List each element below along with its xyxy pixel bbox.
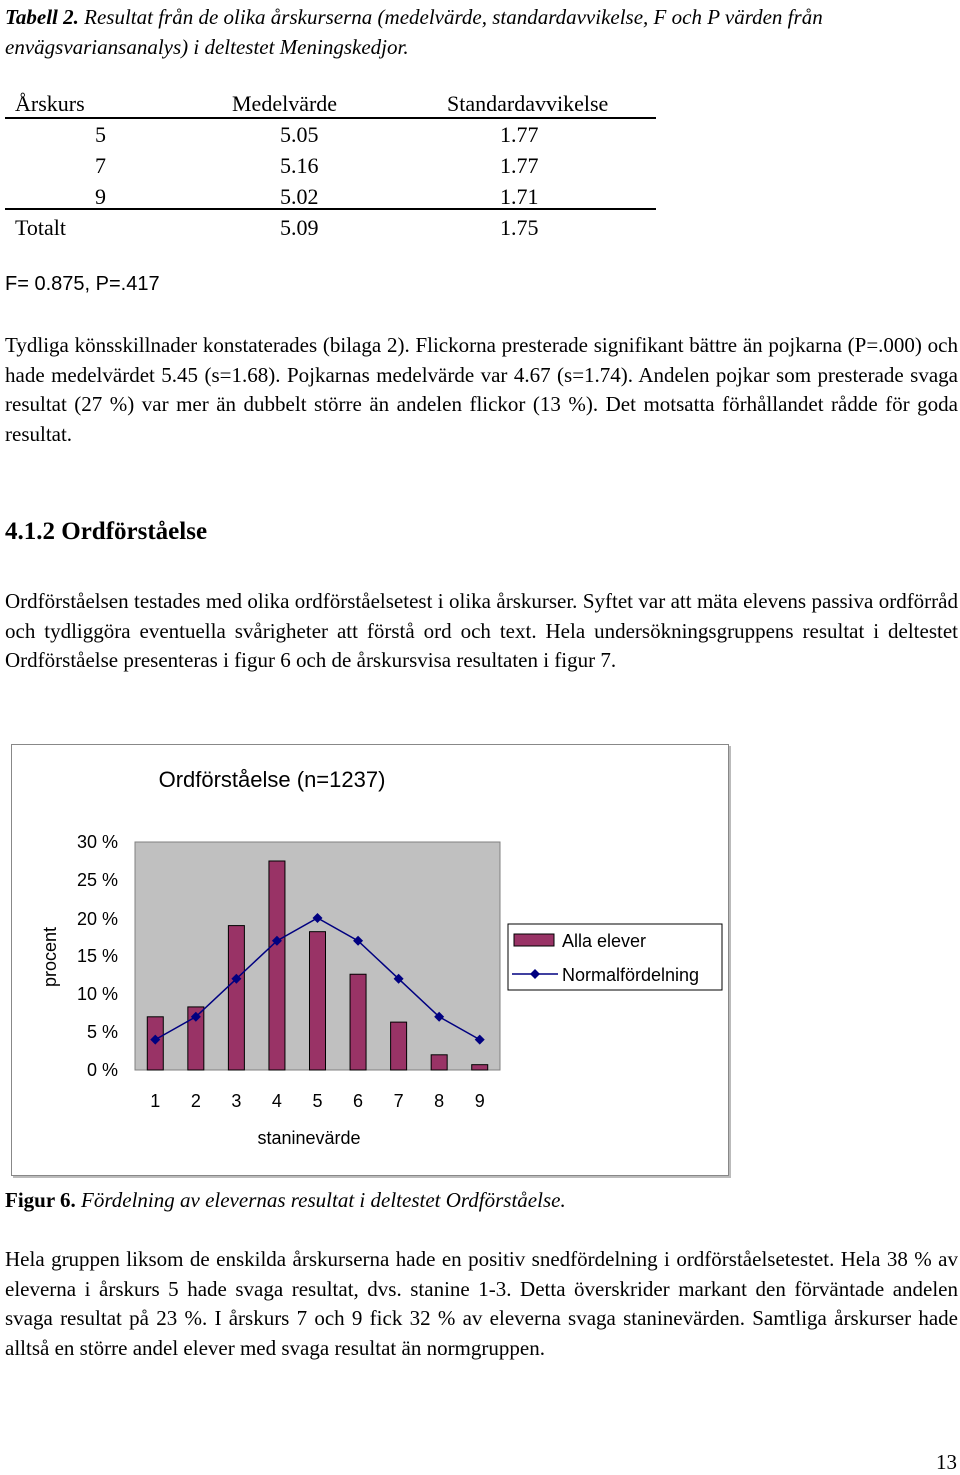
x-tick-label: 1 xyxy=(150,1091,161,1111)
table-cell: Totalt xyxy=(15,214,67,240)
legend-swatch-bar xyxy=(514,934,554,946)
table-caption xyxy=(5,2,955,62)
y-tick-label: 10 % xyxy=(76,984,118,1004)
figure-caption-label: Figur 6. xyxy=(5,1188,76,1212)
figure-caption-text: Fördelning av elevernas resultat i deltestet Ordförståelse. xyxy=(81,1188,566,1212)
paragraph-intro: Ordförståelsen testades med olika ordförståelsetest i olika årskurser. Syftet var att mäta elevens passiva ordförråd och tydliggöra eventuella svårigheter att förstå ord och text. Hela undersökningsgruppens resultat i deltestet Ordförståelse presenteras i figur 6 och de årskursvisa resultaten i figur 7. xyxy=(5,589,958,673)
table-cell: 1.75 xyxy=(500,214,539,240)
x-tick-label: 9 xyxy=(474,1091,485,1111)
table-row xyxy=(5,119,656,150)
table-cell: 1.77 xyxy=(500,152,539,178)
table-cell: 5 xyxy=(95,121,106,147)
bar xyxy=(431,1055,447,1070)
table-caption-label: Tabell 2. xyxy=(5,5,79,29)
table-caption-text: Resultat från de olika årskurserna (medelvärde, standardavvikelse, F och P värden från envägsvariansanalys) i deltestet Meningskedjor. xyxy=(5,5,823,59)
table-row xyxy=(5,150,656,181)
table-cell: 1.71 xyxy=(500,183,539,209)
chart-frame xyxy=(11,744,729,1176)
chart-svg xyxy=(12,745,728,1175)
table-cell: 9 xyxy=(95,183,106,209)
legend-label: Normalfördelning xyxy=(562,965,700,985)
figure-caption xyxy=(5,1185,955,1215)
stats-table xyxy=(5,88,656,243)
bar xyxy=(472,1065,488,1070)
y-tick-label: 15 % xyxy=(76,946,118,966)
y-axis-label: procent xyxy=(40,926,60,988)
paragraph-gender: Tydliga könsskillnader konstaterades (bilaga 2). Flickorna presterade signifikant bättre än pojkarna (P=.000) och hade medelvärdet 5.45 (s=1.68). Pojkarnas medelvärde var 4.67 (s=1.74). Andelen pojkar som presterade svaga resultat (27 %) var mer än dubbelt större än andelen flickor (13 %). Det motsatta förhållandet rådde för goda resultat. xyxy=(5,333,958,446)
x-tick-label: 8 xyxy=(434,1091,445,1111)
chart-title: Ordförståelse (n=1237) xyxy=(158,767,386,792)
bar xyxy=(269,861,285,1070)
plot-area xyxy=(77,832,500,1111)
table-cell: 5.16 xyxy=(280,152,319,178)
table-header: Standardavvikelse xyxy=(447,90,609,116)
chart-legend xyxy=(508,924,722,990)
y-tick-label: 30 % xyxy=(76,832,118,852)
y-tick-label: 20 % xyxy=(76,909,118,929)
legend-label: Alla elever xyxy=(562,931,647,951)
table-cell: 5.09 xyxy=(280,214,319,240)
section-heading: 4.1.2 Ordförståelse xyxy=(5,518,208,545)
x-tick-label: 2 xyxy=(190,1091,201,1111)
bar xyxy=(228,926,244,1070)
f-value: F= 0.875, P=.417 xyxy=(5,273,160,295)
paragraph-results: Hela gruppen liksom de enskilda årskurserna hade en positiv snedfördelning i ordförståelsetestet. Hela 38 % av eleverna i årskurs 5 hade svaga resultat, dvs. stanine 1-3. Detta överskrider markant den förväntade andelen svaga resultat på 23 %. I årskurs 7 och 9 fick 32 % av eleverna svaga staninevärden. Samtliga årskurser hade alltså en större andel elever med svaga resultat än normgruppen. xyxy=(5,1247,958,1360)
table-cell: 1.77 xyxy=(500,121,539,147)
bar xyxy=(391,1022,407,1070)
table-header-row xyxy=(5,88,656,119)
bar xyxy=(350,974,366,1070)
table-row xyxy=(5,212,656,243)
table-header: Årskurs xyxy=(15,90,85,116)
x-tick-label: 4 xyxy=(271,1091,282,1111)
x-tick-label: 5 xyxy=(312,1091,323,1111)
table-cell: 7 xyxy=(95,152,106,178)
y-tick-label: 5 % xyxy=(86,1022,118,1042)
y-tick-label: 25 % xyxy=(76,870,118,890)
x-tick-label: 7 xyxy=(393,1091,404,1111)
table-cell: 5.02 xyxy=(280,183,319,209)
x-tick-label: 3 xyxy=(231,1091,242,1111)
table-row xyxy=(5,181,656,212)
x-axis-label: staninevärde xyxy=(257,1128,361,1148)
y-tick-label: 0 % xyxy=(86,1060,118,1080)
table-header: Medelvärde xyxy=(232,90,338,116)
table-cell: 5.05 xyxy=(280,121,319,147)
bar xyxy=(310,932,326,1070)
x-tick-label: 6 xyxy=(353,1091,364,1111)
page-number: 13 xyxy=(936,1450,957,1474)
